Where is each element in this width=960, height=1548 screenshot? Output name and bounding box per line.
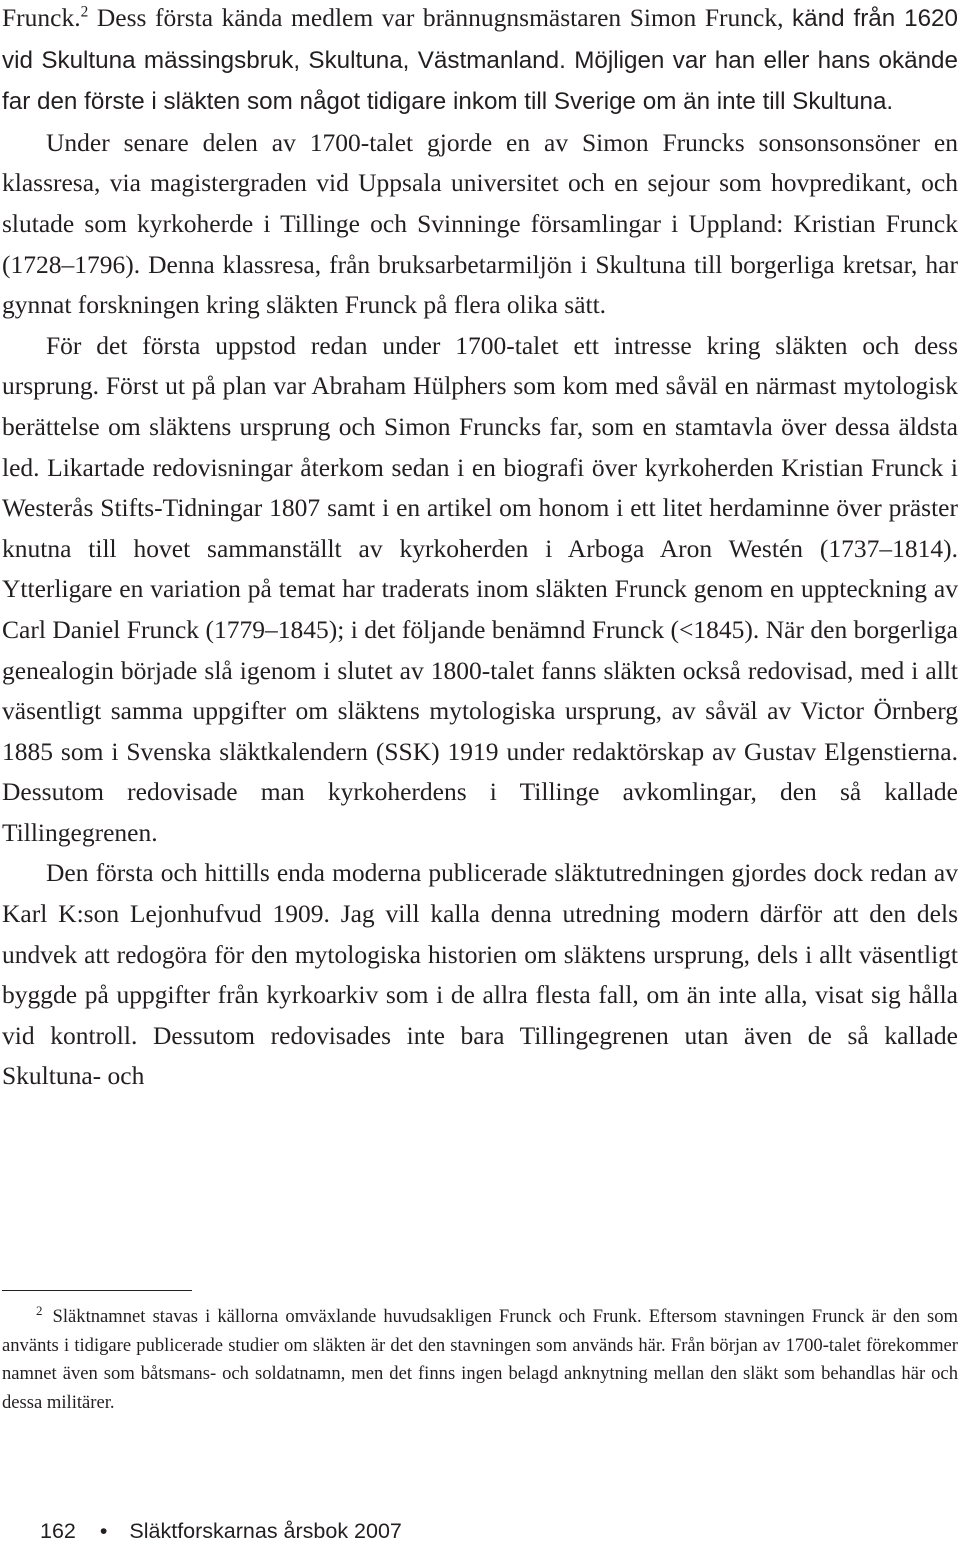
- footnote-number: 2: [36, 1302, 43, 1318]
- page-number: 162: [40, 1519, 76, 1543]
- footnotes: [2, 1303, 958, 1417]
- footnote-text: Släktnamnet stavas i källorna omväxlande huvudsakligen Frunck och Frunk. Eftersom stavningen Frunck är den som använts i tidigare publicerade studier om släkten är det den stavningen som används här. Från början av 1700-talet förekommer namnet även som båtsmans- och soldatnamn, men det finns ingen belagd anknytning mellan den släkt som behandlas här och dessa militärer.: [2, 1306, 958, 1413]
- body-paragraph: [2, 0, 958, 123]
- body-paragraph: [2, 123, 958, 326]
- footnote: [2, 1303, 958, 1417]
- bullet-separator: •: [99, 1519, 108, 1543]
- text-segment: Dess första kända medlem var brännugnsmästaren Simon Frunck,: [88, 3, 793, 32]
- body-paragraph: [2, 326, 958, 854]
- running-footer: [40, 1519, 402, 1543]
- publication-title: Släktforskarnas årsbok 2007: [129, 1519, 402, 1543]
- footnote-divider: [2, 1290, 192, 1291]
- text-segment: Under senare delen av 1700-talet gjorde en av Simon Fruncks sonsonsonsöner en klassresa, via magistergraden vid Uppsala universitet och en sejour som hovpredikant, och slutade som kyrkoherde i Tillinge och Svinninge församlingar i Uppland: Kristian Frunck (1728–1796). Denna klassresa, från bruksarbetarmiljön i Skultuna till borgerliga kretsar, har gynnat forskningen kring släkten Frunck på flera olika sätt.: [2, 127, 958, 320]
- text-segment: För det första uppstod redan under 1700-talet ett intresse kring släkten och dess ursprung. Först ut på plan var Abraham Hülphers som kom med såväl en närmast mytologisk berättelse om släktens ursprung och Simon Fruncks far, som en stamtavla över dessa äldsta led. Likartade redovisningar återkom sedan i en biografi över kyrkoherden Kristian Frunck i Westerås Stifts-Tidningar 1807 samt i en artikel om honom i ett litet herdaminne över präster knutna till hovet sammanställt av kyrkoherden i Arboga Aron Westén (1737–1814). Ytterligare en variation på temat har traderats inom släkten Frunck genom en uppteckning av Carl Daniel Frunck (1779–1845); i det följande benämnd Frunck (<1845). När den borgerliga genealogin började slå igenom i slutet av 1800-talet fanns släkten också redovisad, med i allt väsentligt samma uppgifter om släktens mytologiska ursprung, av såväl av Victor Örnberg 1885 som i Svenska släktkalendern (SSK) 1919 under redaktörskap av Gustav Elgenstierna. Dessutom redovisade man kyrkoherdens i Tillinge avkomlingar, den så kallade Tillingegrenen.: [2, 330, 958, 847]
- body-paragraph: [2, 853, 958, 1097]
- text-segment: Den första och hittills enda moderna publicerade släktutredningen gjordes dock redan av Karl K:son Lejonhufvud 1909. Jag vill kalla denna utredning modern därför att den dels undvek att redogöra för den mytologiska historien om släktens ursprung, dels i allt väsentligt byggde på uppgifter från kyrkoarkiv som i de allra flesta fall, om än inte alla, visat sig hålla vid kontroll. Dessutom redovisades inte bara Tillingegrenen utan även de så kallade Skultuna- och: [2, 858, 958, 1091]
- text-segment: Frunck.: [2, 3, 81, 32]
- text-segment: känd från 1620 vid Skultuna mässingsbruk, Skultuna, Västmanland. Möjligen var han eller hans okände far den förste i släkten som något tidigare inkom till Sverige om än inte till Skultuna.: [2, 5, 959, 116]
- body-text: [2, 0, 958, 1097]
- footnote-reference: 2: [80, 3, 89, 21]
